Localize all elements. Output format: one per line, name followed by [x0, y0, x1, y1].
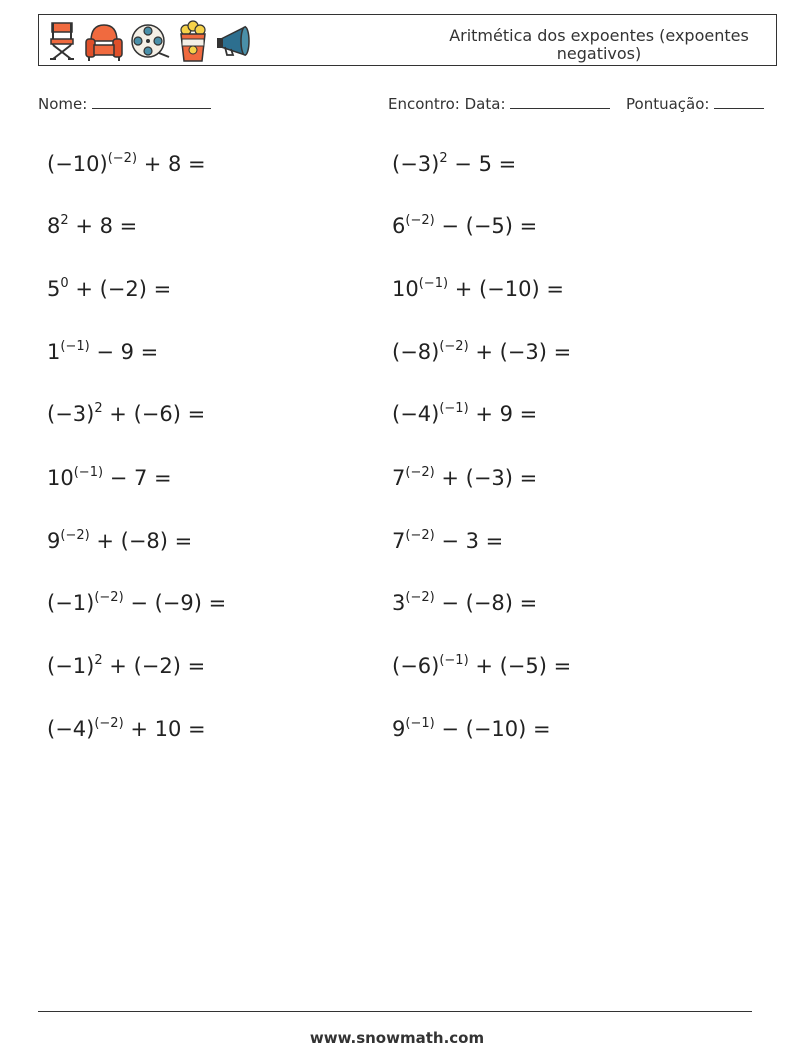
problem-3: $8^2 + 8$ =	[47, 213, 138, 238]
problem-2: $(-3)^2 - 5$ =	[392, 151, 517, 176]
problem-17: $(-1)^2 + (-2)$ =	[47, 653, 206, 678]
header-icons	[45, 19, 257, 63]
problem-16: $3^{(-2)} - (-8)$ =	[392, 590, 538, 615]
worksheet-title: Aritmética dos expoentes (expoentes negativos)	[449, 26, 749, 63]
problem-14: $7^{(-2)} - 3$ =	[392, 528, 504, 553]
name-label: Nome:	[38, 95, 88, 113]
problem-9: $(-3)^2 + (-6)$ =	[47, 401, 206, 426]
footer-url[interactable]: www.snowmath.com	[309, 1029, 485, 1047]
meeting-field	[388, 94, 610, 113]
problem-18: $(-6)^{(-1)} + (-5)$ =	[392, 653, 572, 678]
score-blank[interactable]	[714, 94, 764, 109]
date-blank[interactable]	[510, 94, 610, 109]
name-field	[38, 94, 211, 113]
header-box	[38, 14, 777, 66]
armchair-icon	[83, 19, 125, 63]
problem-15: $(-1)^{(-2)} - (-9)$ =	[47, 590, 227, 615]
meeting-label: Encontro: Data:	[388, 95, 506, 113]
problem-8: $(-8)^{(-2)} + (-3)$ =	[392, 339, 572, 364]
score-label: Pontuação:	[626, 95, 710, 113]
problem-10: $(-4)^{(-1)} + 9$ =	[392, 401, 538, 426]
popcorn-icon	[175, 19, 211, 63]
problem-1: $(-10)^{(-2)} + 8$ =	[47, 151, 206, 176]
film-reel-icon	[129, 19, 171, 63]
megaphone-icon	[215, 19, 257, 63]
problem-5: $5^0 + (-2)$ =	[47, 276, 172, 301]
score-field	[626, 94, 764, 113]
problem-20: $9^{(-1)} - (-10)$ =	[392, 716, 551, 741]
footer-divider	[38, 1011, 752, 1012]
director-chair-icon	[45, 19, 79, 63]
problem-7: $1^{(-1)} - 9$ =	[47, 339, 159, 364]
problem-19: $(-4)^{(-2)} + 10$ =	[47, 716, 206, 741]
problem-13: $9^{(-2)} + (-8)$ =	[47, 528, 193, 553]
problem-4: $6^{(-2)} - (-5)$ =	[392, 213, 538, 238]
problem-12: $7^{(-2)} + (-3)$ =	[392, 465, 538, 490]
name-blank[interactable]	[92, 94, 211, 109]
problem-11: $10^{(-1)} - 7$ =	[47, 465, 172, 490]
problem-6: $10^{(-1)} + (-10)$ =	[392, 276, 564, 301]
